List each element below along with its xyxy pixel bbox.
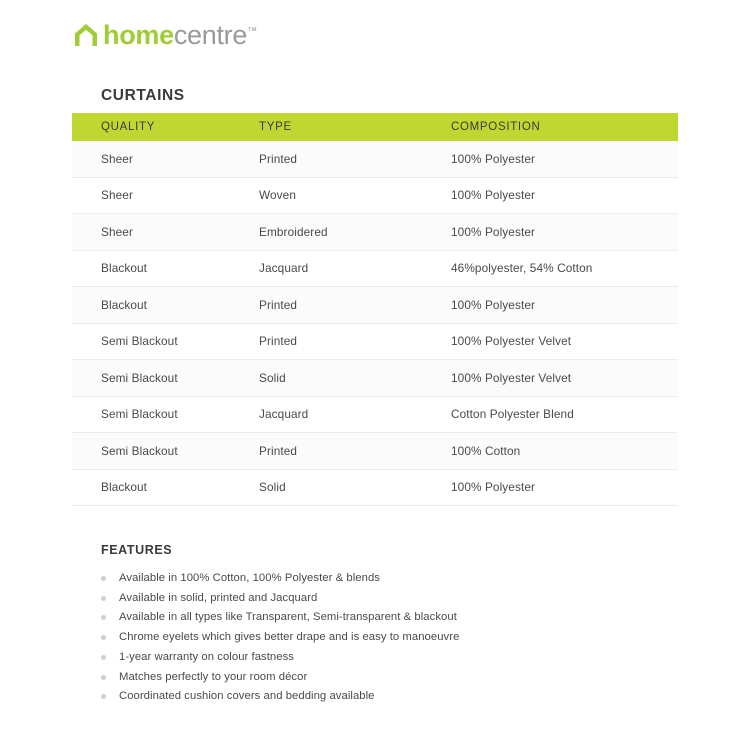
- feature-text: Chrome eyelets which gives better drape and is easy to manoeuvre: [119, 631, 460, 644]
- features-section: [101, 543, 681, 707]
- table-row: [72, 141, 678, 177]
- trademark-symbol: ™: [247, 25, 257, 37]
- cell-type: Printed: [250, 323, 441, 360]
- cell-composition: 100% Polyester: [441, 177, 678, 214]
- specification-table: [72, 113, 678, 506]
- feature-text: Available in solid, printed and Jacquard: [119, 591, 318, 604]
- feature-text: Matches perfectly to your room décor: [119, 670, 308, 683]
- home-roof-icon: [72, 21, 100, 49]
- table-row: [72, 323, 678, 360]
- brand-logo: [72, 17, 257, 53]
- brand-wordmark: [103, 19, 257, 50]
- table-row: [72, 396, 678, 433]
- page-title: CURTAINS: [101, 87, 185, 104]
- table-row: [72, 360, 678, 397]
- list-item: [101, 589, 681, 609]
- brand-name-primary: home: [103, 19, 174, 50]
- features-title: FEATURES: [101, 543, 173, 557]
- bullet-icon: [101, 615, 106, 620]
- features-list: [101, 569, 681, 707]
- list-item: [101, 668, 681, 688]
- table-row: [72, 177, 678, 214]
- table-row: [72, 214, 678, 251]
- cell-quality: Semi Blackout: [72, 396, 250, 433]
- table-row: [72, 469, 678, 506]
- list-item: [101, 648, 681, 668]
- cell-type: Solid: [250, 469, 441, 506]
- bullet-icon: [101, 694, 106, 699]
- cell-composition: 100% Polyester Velvet: [441, 360, 678, 397]
- cell-composition: 100% Polyester: [441, 141, 678, 177]
- cell-type: Jacquard: [250, 250, 441, 287]
- table-row: [72, 250, 678, 287]
- cell-composition: 100% Polyester: [441, 214, 678, 251]
- list-item: [101, 628, 681, 648]
- cell-composition: 46%polyester, 54% Cotton: [441, 250, 678, 287]
- brand-name-secondary: centre: [173, 19, 248, 50]
- specification-table-container: [72, 113, 678, 506]
- cell-quality: Blackout: [72, 250, 250, 287]
- table-row: [72, 287, 678, 324]
- table-header-row: [72, 113, 678, 141]
- cell-type: Printed: [250, 141, 441, 177]
- cell-type: Solid: [250, 360, 441, 397]
- cell-composition: Cotton Polyester Blend: [441, 396, 678, 433]
- cell-type: Embroidered: [250, 214, 441, 251]
- cell-quality: Semi Blackout: [72, 360, 250, 397]
- cell-type: Printed: [250, 287, 441, 324]
- cell-composition: 100% Polyester: [441, 469, 678, 506]
- list-item: [101, 569, 681, 589]
- column-header-type: TYPE: [250, 113, 441, 141]
- bullet-icon: [101, 635, 106, 640]
- cell-quality: Blackout: [72, 287, 250, 324]
- cell-composition: 100% Cotton: [441, 433, 678, 470]
- cell-type: Jacquard: [250, 396, 441, 433]
- bullet-icon: [101, 596, 106, 601]
- column-header-composition: COMPOSITION: [441, 113, 678, 141]
- list-item: [101, 687, 681, 707]
- cell-type: Woven: [250, 177, 441, 214]
- cell-quality: Semi Blackout: [72, 433, 250, 470]
- feature-text: 1-year warranty on colour fastness: [119, 650, 294, 663]
- feature-text: Coordinated cushion covers and bedding available: [119, 690, 375, 703]
- cell-quality: Sheer: [72, 177, 250, 214]
- cell-composition: 100% Polyester Velvet: [441, 323, 678, 360]
- cell-quality: Sheer: [72, 214, 250, 251]
- cell-quality: Sheer: [72, 141, 250, 177]
- feature-text: Available in 100% Cotton, 100% Polyester & blends: [119, 572, 380, 584]
- table-body: [72, 141, 678, 506]
- cell-type: Printed: [250, 433, 441, 470]
- bullet-icon: [101, 655, 106, 660]
- cell-composition: 100% Polyester: [441, 287, 678, 324]
- column-header-quality: QUALITY: [72, 113, 250, 141]
- cell-quality: Semi Blackout: [72, 323, 250, 360]
- bullet-icon: [101, 576, 106, 581]
- feature-text: Available in all types like Transparent, Semi-transparent & blackout: [119, 611, 457, 624]
- cell-quality: Blackout: [72, 469, 250, 506]
- list-item: [101, 608, 681, 628]
- table-row: [72, 433, 678, 470]
- bullet-icon: [101, 675, 106, 680]
